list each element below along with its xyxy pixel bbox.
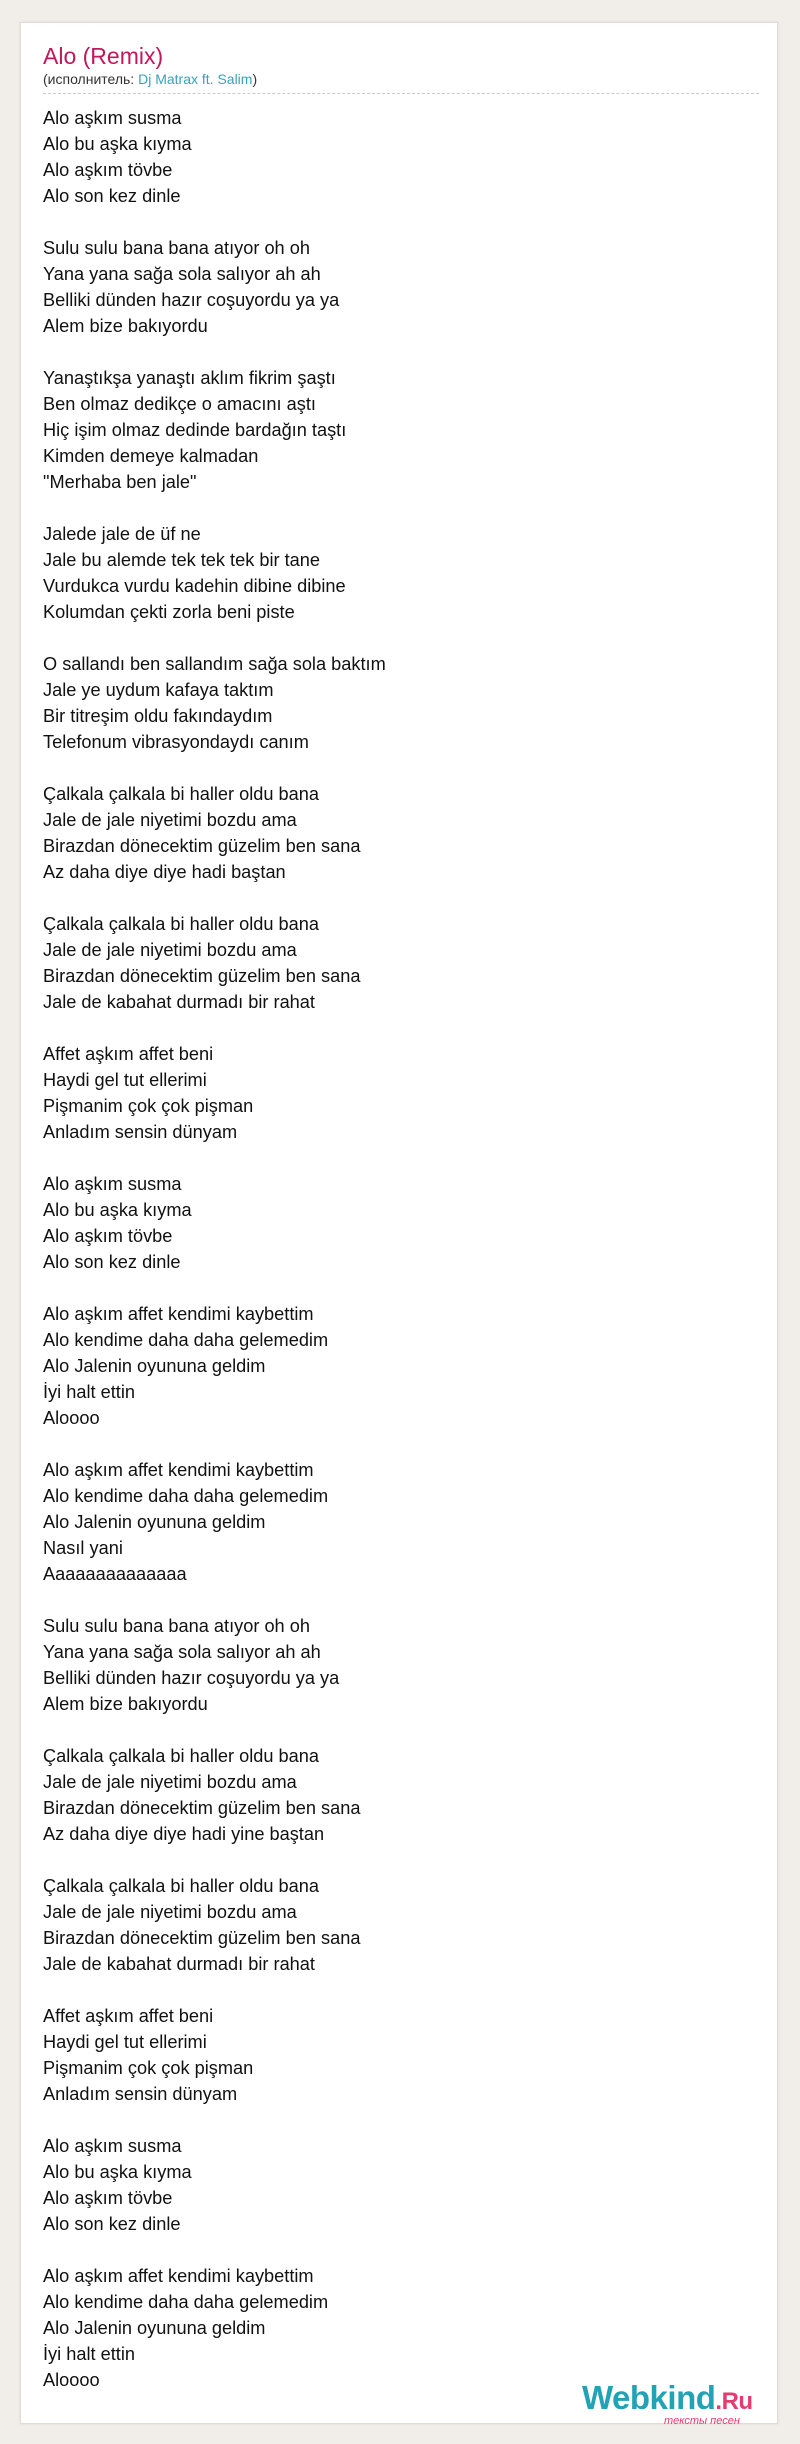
lyrics-line: Jale de jale niyetimi bozdu ama bbox=[43, 940, 297, 960]
lyrics-line: Vurdukca vurdu kadehin dibine dibine bbox=[43, 576, 346, 596]
lyrics-card bbox=[20, 22, 778, 2427]
lyrics-line: Alo son kez dinle bbox=[43, 2214, 181, 2234]
lyrics-line: Alo aşkım affet kendimi kaybettim bbox=[43, 2266, 314, 2286]
lyrics-line: Belliki dünden hazır coşuyordu ya ya bbox=[43, 1668, 340, 1688]
lyrics-line: Alem bize bakıyordu bbox=[43, 1694, 208, 1714]
lyrics-stanza bbox=[43, 2003, 743, 2107]
lyrics-line: Alo aşkım susma bbox=[43, 108, 182, 128]
lyrics-line: Pişmanim çok çok pişman bbox=[43, 2058, 254, 2078]
artist-link[interactable]: Dj Matrax ft. Salim bbox=[138, 71, 253, 87]
lyrics-line: Kimden demeye kalmadan bbox=[43, 446, 259, 466]
logo-tld: .Ru bbox=[715, 2388, 753, 2415]
lyrics-line: Alo Jalenin oyununa geldim bbox=[43, 2318, 266, 2338]
lyrics-line: Yana yana sağa sola salıyor ah ah bbox=[43, 1642, 321, 1662]
lyrics-line: İyi halt ettin bbox=[43, 2344, 135, 2364]
lyrics-line: Çalkala çalkala bi haller oldu bana bbox=[43, 1746, 320, 1766]
lyrics-line: Haydi gel tut ellerimi bbox=[43, 1070, 207, 1090]
lyrics-line: Kolumdan çekti zorla beni piste bbox=[43, 602, 295, 622]
lyrics-line: O sallandı ben sallandım sağa sola baktım bbox=[43, 654, 386, 674]
lyrics-line: Alo aşkım susma bbox=[43, 1174, 182, 1194]
lyrics-line: Jale de jale niyetimi bozdu ama bbox=[43, 810, 297, 830]
lyrics-stanza bbox=[43, 2133, 743, 2237]
logo-tagline: тексты песен bbox=[664, 2415, 740, 2427]
lyrics-line: Çalkala çalkala bi haller oldu bana bbox=[43, 914, 320, 934]
lyrics-stanza bbox=[43, 1041, 743, 1145]
lyrics-line: Alem bize bakıyordu bbox=[43, 316, 208, 336]
lyrics-line: Alo son kez dinle bbox=[43, 1252, 181, 1272]
lyrics-stanza bbox=[43, 365, 743, 495]
lyrics-line: Alo kendime daha daha gelemedim bbox=[43, 1486, 329, 1506]
lyrics-line: Aaaaaaaaaaaaaa bbox=[43, 1564, 187, 1584]
lyrics-line: Belliki dünden hazır coşuyordu ya ya bbox=[43, 290, 340, 310]
artist-suffix: ) bbox=[252, 71, 258, 87]
lyrics-stanza bbox=[43, 2263, 743, 2393]
lyrics-stanza bbox=[43, 105, 743, 209]
lyrics-stanza bbox=[43, 521, 743, 625]
lyrics-line: Sulu sulu bana bana atıyor oh oh bbox=[43, 1616, 310, 1636]
lyrics-line: Jale de kabahat durmadı bir rahat bbox=[43, 1954, 315, 1974]
lyrics-line: Aloooo bbox=[43, 2370, 100, 2390]
lyrics-body bbox=[43, 105, 743, 2419]
lyrics-line: Alo bu aşka kıyma bbox=[43, 1200, 192, 1220]
lyrics-line: Jale de kabahat durmadı bir rahat bbox=[43, 992, 315, 1012]
lyrics-line: Az daha diye diye hadi baştan bbox=[43, 862, 286, 882]
lyrics-line: Pişmanim çok çok pişman bbox=[43, 1096, 254, 1116]
lyrics-line: Sulu sulu bana bana atıyor oh oh bbox=[43, 238, 310, 258]
lyrics-line: Alo son kez dinle bbox=[43, 186, 181, 206]
lyrics-line: Birazdan dönecektim güzelim ben sana bbox=[43, 836, 361, 856]
lyrics-line: Birazdan dönecektim güzelim ben sana bbox=[43, 1798, 361, 1818]
site-logo[interactable] bbox=[582, 2381, 782, 2431]
title-divider bbox=[43, 93, 759, 94]
lyrics-line: Alo aşkım susma bbox=[43, 2136, 182, 2156]
lyrics-line: Az daha diye diye hadi yine baştan bbox=[43, 1824, 325, 1844]
lyrics-line: Telefonum vibrasyondaydı canım bbox=[43, 732, 309, 752]
lyrics-line: Aloooo bbox=[43, 1408, 100, 1428]
lyrics-line: Alo aşkım tövbe bbox=[43, 1226, 173, 1246]
lyrics-line: Affet aşkım affet beni bbox=[43, 2006, 214, 2026]
lyrics-stanza bbox=[43, 1873, 743, 1977]
lyrics-stanza bbox=[43, 1457, 743, 1587]
lyrics-line: Alo aşkım tövbe bbox=[43, 160, 173, 180]
lyrics-line: Ben olmaz dedikçe o amacını aştı bbox=[43, 394, 316, 414]
lyrics-line: Alo aşkım affet kendimi kaybettim bbox=[43, 1304, 314, 1324]
lyrics-line: Birazdan dönecektim güzelim ben sana bbox=[43, 966, 361, 986]
lyrics-line: Alo kendime daha daha gelemedim bbox=[43, 2292, 329, 2312]
lyrics-line: Yanaştıkşa yanaştı aklım fikrim şaştı bbox=[43, 368, 336, 388]
lyrics-line: Anladım sensin dünyam bbox=[43, 2084, 238, 2104]
lyrics-line: Alo kendime daha daha gelemedim bbox=[43, 1330, 329, 1350]
lyrics-stanza bbox=[43, 1301, 743, 1431]
lyrics-stanza bbox=[43, 235, 743, 339]
lyrics-line: Bir titreşim oldu fakındaydım bbox=[43, 706, 273, 726]
lyrics-line: Alo bu aşka kıyma bbox=[43, 2162, 192, 2182]
lyrics-stanza bbox=[43, 651, 743, 755]
lyrics-line: Jale de jale niyetimi bozdu ama bbox=[43, 1902, 297, 1922]
lyrics-line: Jale de jale niyetimi bozdu ama bbox=[43, 1772, 297, 1792]
lyrics-line: İyi halt ettin bbox=[43, 1382, 135, 1402]
artist-prefix: (исполнитель: bbox=[43, 71, 139, 87]
lyrics-stanza bbox=[43, 781, 743, 885]
lyrics-line: "Merhaba ben jale" bbox=[43, 472, 197, 492]
logo-name: Webkind bbox=[582, 2379, 716, 2416]
lyrics-line: Haydi gel tut ellerimi bbox=[43, 2032, 207, 2052]
lyrics-line: Jale bu alemde tek tek tek bir tane bbox=[43, 550, 321, 570]
lyrics-line: Alo aşkım tövbe bbox=[43, 2188, 173, 2208]
lyrics-line: Nasıl yani bbox=[43, 1538, 123, 1558]
lyrics-line: Birazdan dönecektim güzelim ben sana bbox=[43, 1928, 361, 1948]
lyrics-line: Hiç işim olmaz dedinde bardağın taştı bbox=[43, 420, 347, 440]
lyrics-line: Alo Jalenin oyununa geldim bbox=[43, 1512, 266, 1532]
lyrics-stanza bbox=[43, 1743, 743, 1847]
logo-wordmark bbox=[582, 2381, 753, 2414]
lyrics-line: Yana yana sağa sola salıyor ah ah bbox=[43, 264, 321, 284]
lyrics-line: Alo bu aşka kıyma bbox=[43, 134, 192, 154]
lyrics-stanza bbox=[43, 911, 743, 1015]
lyrics-stanza bbox=[43, 1171, 743, 1275]
lyrics-line: Affet aşkım affet beni bbox=[43, 1044, 214, 1064]
lyrics-line: Çalkala çalkala bi haller oldu bana bbox=[43, 784, 320, 804]
lyrics-line: Alo aşkım affet kendimi kaybettim bbox=[43, 1460, 314, 1480]
lyrics-stanza bbox=[43, 1613, 743, 1717]
lyrics-line: Alo Jalenin oyununa geldim bbox=[43, 1356, 266, 1376]
artist-line bbox=[43, 71, 257, 88]
lyrics-line: Jalede jale de üf ne bbox=[43, 524, 201, 544]
lyrics-line: Çalkala çalkala bi haller oldu bana bbox=[43, 1876, 320, 1896]
lyrics-line: Jale ye uydum kafaya taktım bbox=[43, 680, 274, 700]
lyrics-line: Anladım sensin dünyam bbox=[43, 1122, 238, 1142]
song-title: Alo (Remix) bbox=[43, 43, 164, 69]
